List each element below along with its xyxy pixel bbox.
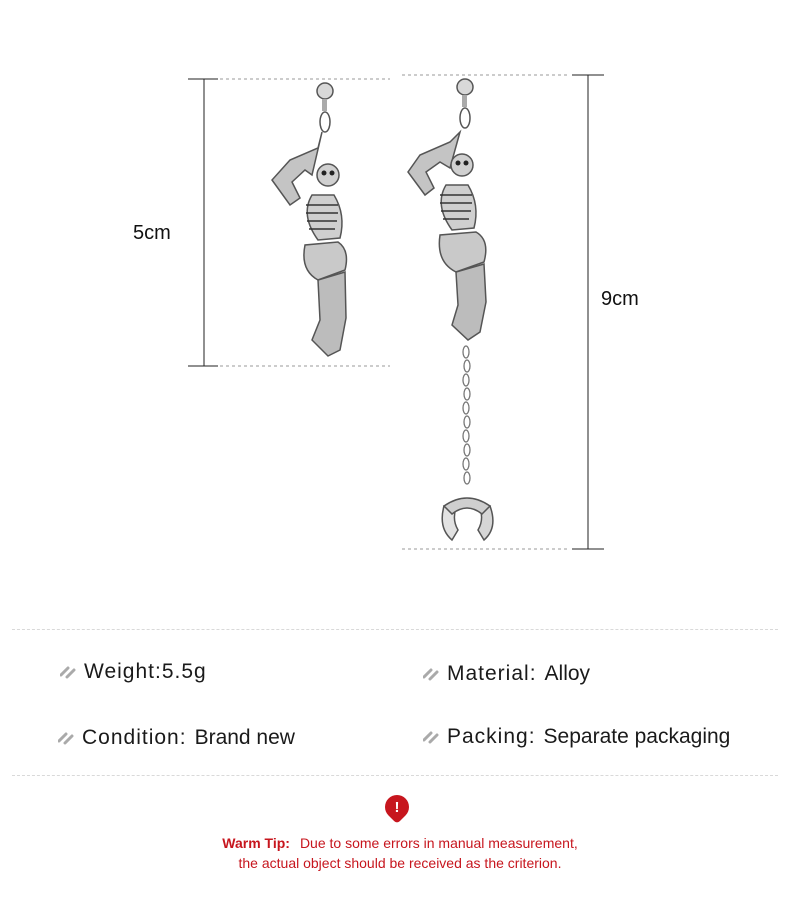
spec-packing-value: Separate packaging [543, 725, 731, 748]
spec-material-key: Material: [447, 662, 537, 685]
short-skeleton-earring [272, 83, 346, 356]
top-divider [12, 629, 778, 630]
spec-condition [58, 726, 295, 750]
spec-condition-value: Brand new [194, 726, 295, 749]
right-dimension-guide [572, 75, 604, 549]
warm-tip-text-2: the actual object should be received as the criterion. [238, 855, 562, 871]
length-label-long: 9cm [601, 288, 639, 310]
warm-tip-line-1 [150, 833, 650, 853]
double-leaf-icon [423, 667, 441, 681]
spec-packing-key: Packing: [447, 725, 536, 748]
warm-tip-title: Warm Tip: [222, 835, 290, 851]
spec-material [423, 662, 590, 686]
warm-tip-text-1: Due to some errors in manual measurement, [299, 835, 578, 851]
warm-tip [150, 833, 650, 873]
double-leaf-icon [423, 730, 441, 744]
spec-weight-value: 5.5g [161, 660, 207, 683]
spec-weight [60, 660, 207, 684]
length-label-short: 5cm [133, 222, 171, 244]
warning-drop-icon [385, 795, 409, 819]
double-leaf-icon [60, 665, 78, 679]
warning-symbol: ! [394, 798, 400, 816]
spec-material-value: Alloy [544, 662, 591, 685]
spec-weight-key: Weight: [84, 660, 162, 683]
spec-condition-key: Condition: [82, 726, 187, 749]
spec-packing [423, 725, 730, 749]
left-dimension-guide [188, 79, 218, 366]
double-leaf-icon [58, 731, 76, 745]
bottom-divider [12, 775, 778, 776]
long-skeleton-earring-with-cuff [408, 79, 493, 540]
